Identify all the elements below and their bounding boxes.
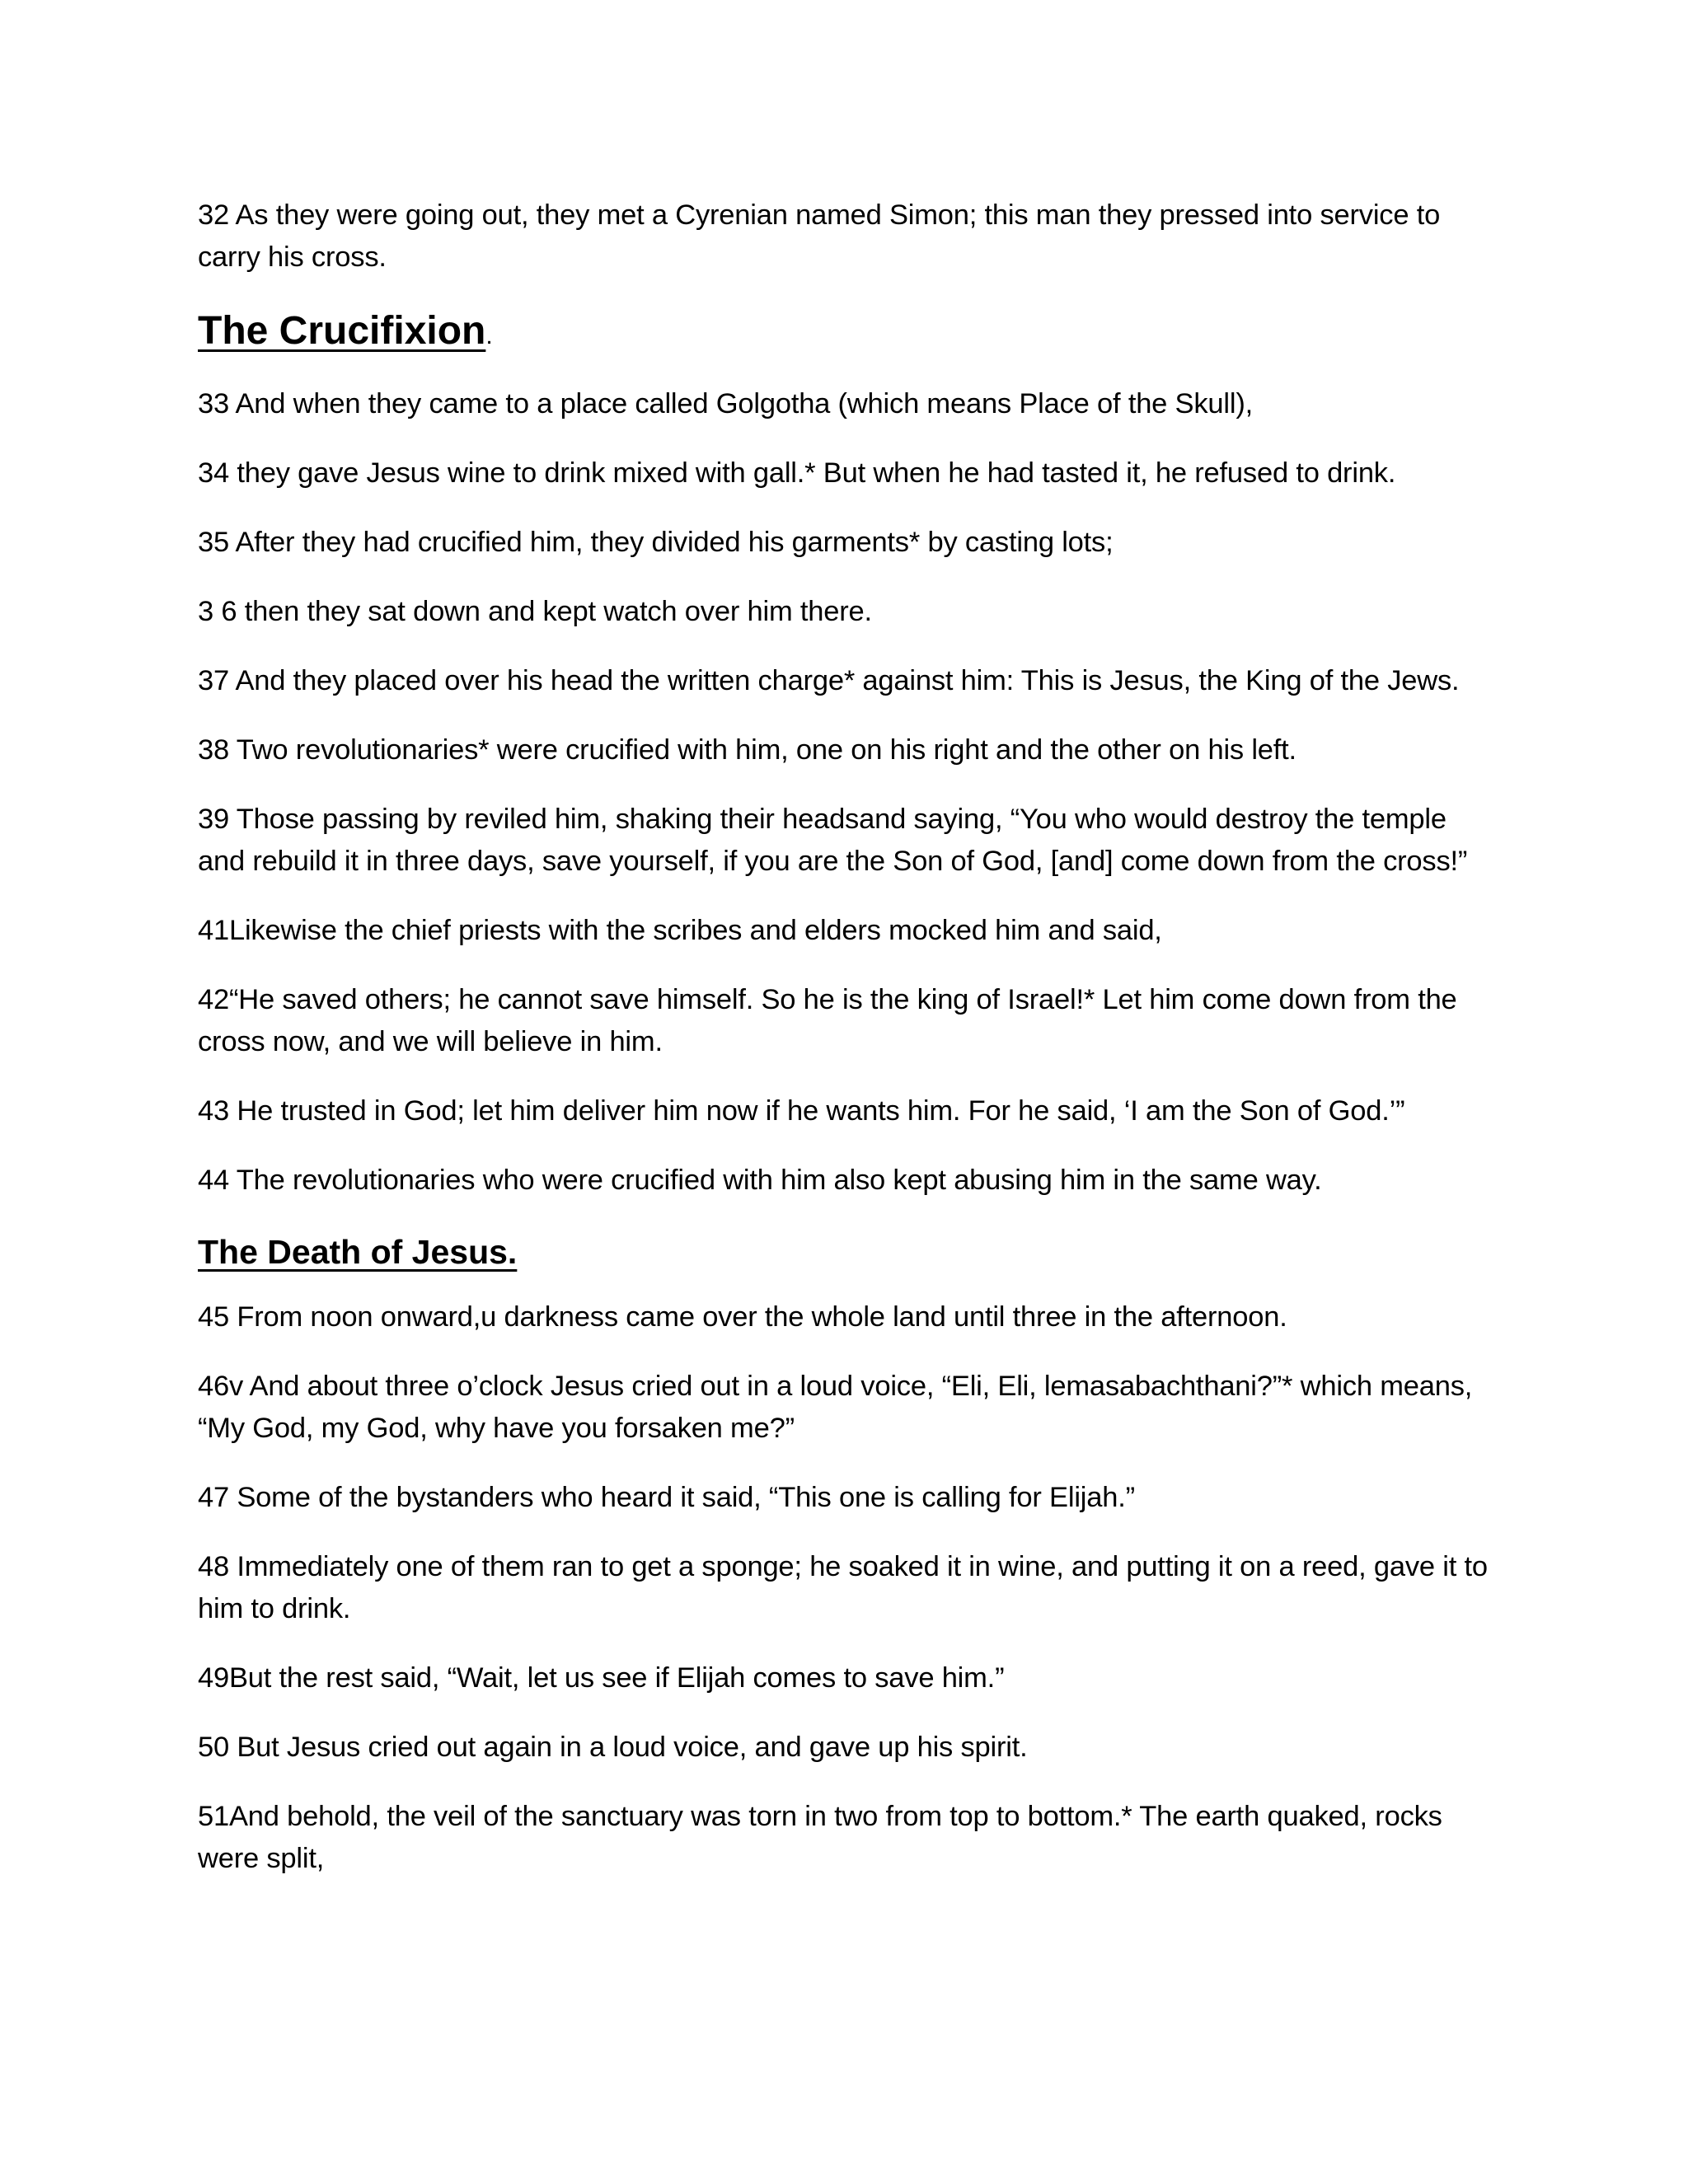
verse-35: 35 After they had crucified him, they divided his garments* by casting lots;: [198, 527, 1114, 558]
verse-37: 37 And they placed over his head the written charge* against him: This is Jesus, the King of the Jews.: [198, 665, 1460, 696]
verse-45: 45 From noon onward,u darkness came over the whole land until three in the afternoon.: [198, 1301, 1287, 1333]
verse-34: 34 they gave Jesus wine to drink mixed with gall.* But when he had tasted it, he refused to drink.: [198, 457, 1396, 489]
section-heading-title: The Crucifixion: [198, 309, 486, 353]
verse-42: 42“He saved others; he cannot save himself. So he is the king of Israel!* Let him come down from the cross now, and we will believe in him.: [198, 984, 1457, 1057]
verse-48: 48 Immediately one of them ran to get a sponge; he soaked it in wine, and putting it on a reed, gave it to him to drink.: [198, 1551, 1488, 1624]
verse-39: 39 Those passing by reviled him, shaking their headsand saying, “You who would destroy the temple and rebuild it in three days, save yourself, if you are the Son of God, [and] come down from the cross!”: [198, 804, 1468, 877]
section-heading-crucifixion: [198, 306, 1500, 362]
verse-50: 50 But Jesus cried out again in a loud voice, and gave up his spirit.: [198, 1732, 1028, 1763]
verse-33: 33 And when they came to a place called Golgotha (which means Place of the Skull),: [198, 388, 1254, 419]
verse-51: 51And behold, the veil of the sanctuary was torn in two from top to bottom.* The earth quaked, rocks were split,: [198, 1801, 1442, 1874]
verse-32: 32 As they were going out, they met a Cyrenian named Simon; this man they pressed into service to carry his cross.: [198, 199, 1441, 273]
verse-44: 44 The revolutionaries who were crucified with him also kept abusing him in the same way.: [198, 1165, 1322, 1196]
verse-49: 49But the rest said, “Wait, let us see if Elijah comes to save him.”: [198, 1662, 1005, 1694]
verse-41: 41Likewise the chief priests with the scribes and elders mocked him and said,: [198, 915, 1162, 946]
section-heading-trail: .: [485, 322, 493, 349]
section-heading-death-of-jesus: [198, 1229, 1500, 1275]
verse-36: 3 6 then they sat down and kept watch over him there.: [198, 596, 872, 627]
document-page: [198, 194, 1500, 1907]
verse-47: 47 Some of the bystanders who heard it said, “This one is calling for Elijah.”: [198, 1482, 1135, 1513]
verse-46: 46v And about three o’clock Jesus cried out in a loud voice, “Eli, Eli, lemasabachthani?”* which means, “My God, my God, why have you forsaken me?”: [198, 1371, 1473, 1444]
section-heading-title: The Death of Jesus.: [198, 1233, 518, 1271]
verse-38: 38 Two revolutionaries* were crucified with him, one on his right and the other on his left.: [198, 734, 1296, 766]
verse-43: 43 He trusted in God; let him deliver him now if he wants him. For he said, ‘I am the Son of God.’”: [198, 1095, 1405, 1127]
